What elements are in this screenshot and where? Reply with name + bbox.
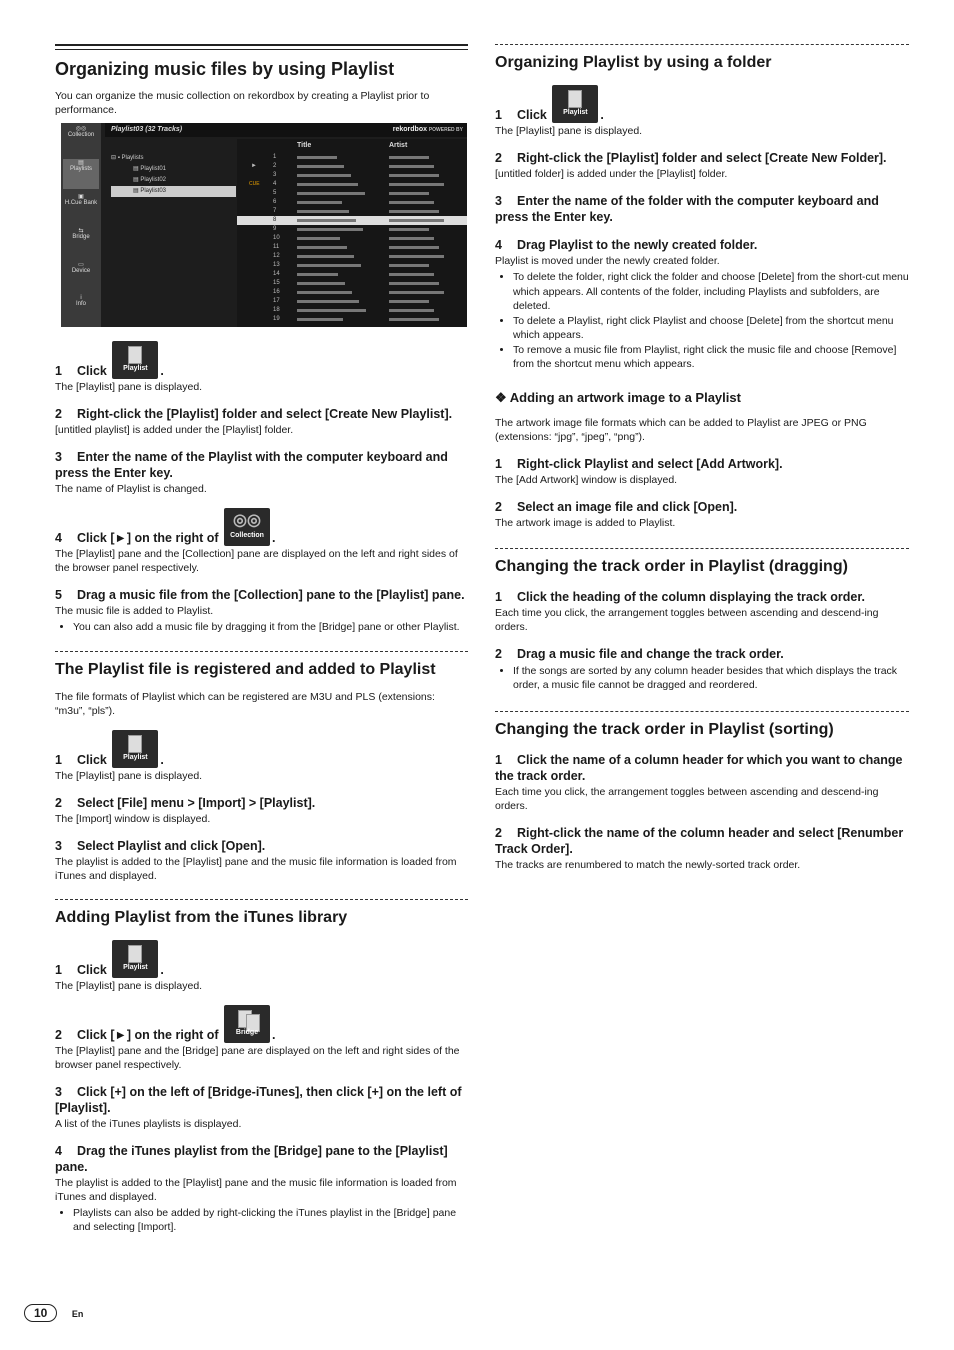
- section-divider: [495, 548, 909, 549]
- step-number: 1: [495, 456, 502, 471]
- step-heading: [495, 589, 909, 605]
- step-text: Right-click the [Playlist] folder and select [Create New Playlist].: [77, 407, 453, 421]
- step-tail: .: [600, 108, 604, 122]
- step-number: 2: [495, 499, 502, 514]
- step-note: The tracks are renumbered to match the newly-sorted track order.: [495, 858, 801, 871]
- blurred-title: [297, 264, 361, 267]
- tree-item: ▤ Playlist02: [133, 177, 167, 183]
- step-heading: [55, 730, 468, 768]
- rekordbox-screenshot: [61, 123, 467, 327]
- step-heading: [55, 449, 468, 481]
- track-number: 6: [273, 199, 277, 205]
- blurred-title: [297, 255, 354, 258]
- bullet-item: • Playlists can also be added by right-clicking the iTunes playlist in the [Bridge] pane and selecting [Import].: [73, 1206, 468, 1235]
- step-number: 2: [495, 825, 502, 840]
- step-number: 4: [495, 238, 502, 252]
- track-number: 3: [273, 172, 277, 178]
- step-text: Right-click the [Playlist] folder and select [Create New Folder].: [517, 151, 887, 165]
- step-note: The name of Playlist is changed.: [55, 483, 207, 495]
- step-text: Select an image file and click [Open].: [517, 499, 738, 514]
- blurred-title: [297, 318, 343, 321]
- blurred-title: [297, 309, 366, 312]
- step-text: Right-click Playlist and select [Add Artwork].: [517, 456, 783, 471]
- tree-item-root: ⊟ ▪ Playlists: [111, 155, 144, 161]
- step-text: Right-click the name of the column header and select [Renumber Track Order].: [495, 825, 904, 856]
- step-note: The [Playlist] pane and the [Collection] pane are displayed on the left and right sides of the browser panel respectively.: [55, 548, 458, 574]
- blurred-artist: [389, 192, 429, 195]
- step-heading: [495, 193, 909, 225]
- bullet-list: [55, 1206, 468, 1235]
- blurred-artist: [389, 273, 434, 276]
- brand-tag: POWERED BY: [428, 127, 463, 133]
- step-note: [untitled playlist] is added under the [Playlist] folder.: [55, 424, 294, 436]
- collection-icon-label: Collection: [230, 532, 264, 539]
- step-heading: [55, 795, 468, 811]
- blurred-title: [297, 300, 359, 303]
- step-number: 1: [495, 108, 502, 122]
- step-text: Select [File] menu > [Import] > [Playlist].: [77, 795, 316, 810]
- step-heading: [55, 940, 468, 978]
- table-row: [237, 243, 467, 252]
- step-number: 5: [55, 588, 62, 602]
- section-artwork-steps: [495, 456, 909, 530]
- sidebar-label: Collection: [67, 132, 95, 138]
- collection-icon-button[interactable]: ◎◎ Collection: [224, 508, 270, 546]
- track-number: 18: [273, 307, 280, 313]
- step-text: Click: [77, 962, 107, 977]
- track-number: 13: [273, 262, 280, 268]
- step-tail: .: [272, 531, 276, 545]
- track-number: 15: [273, 280, 280, 286]
- table-row: [237, 198, 467, 207]
- playlist-icon-button[interactable]: [552, 85, 598, 123]
- hcue-icon: ▣: [78, 194, 84, 200]
- step-heading: [495, 752, 909, 784]
- table-header: [237, 139, 467, 153]
- blurred-artist: [389, 219, 444, 222]
- step-number: 1: [55, 962, 62, 977]
- table-row: [237, 225, 467, 234]
- section-title: The Playlist file is registered and added to Playlist: [55, 660, 436, 678]
- step-number: 1: [495, 752, 502, 767]
- sidebar-label: Info: [75, 301, 86, 307]
- step-text: Drag the iTunes playlist from the [Bridge] pane to the [Playlist] pane.: [55, 1143, 448, 1174]
- step-note: The [Playlist] pane is displayed.: [55, 381, 203, 393]
- table-row: [237, 207, 467, 216]
- step-text: Enter the name of the folder with the computer keyboard and press the Enter key.: [495, 194, 879, 224]
- step-note: The [Import] window is displayed.: [55, 812, 211, 825]
- step-heading: [55, 406, 468, 422]
- sidebar-item-hcue: [63, 193, 99, 223]
- blurred-artist: [389, 210, 439, 213]
- section-divider: [55, 899, 468, 900]
- page-title: Organizing music files by using Playlist: [55, 59, 395, 79]
- blurred-title: [297, 282, 345, 285]
- blurred-artist: [389, 300, 429, 303]
- step-heading: [55, 1143, 468, 1175]
- step-heading: [495, 456, 909, 472]
- sidebar-label: H.Cue Bank: [64, 200, 98, 206]
- blurred-title: [297, 156, 337, 159]
- blurred-artist: [389, 201, 434, 204]
- blurred-artist: [389, 318, 439, 321]
- playlist-icon-label: Playlist: [563, 109, 588, 116]
- step-number: 3: [495, 194, 502, 208]
- tree-label: Playlist02: [140, 177, 167, 183]
- table-row: [237, 162, 467, 171]
- section-title: Organizing Playlist by using a folder: [495, 54, 772, 71]
- step-note: The music file is added to Playlist.: [55, 605, 214, 617]
- rekordbox-logo: rekordbox: [392, 126, 427, 133]
- blurred-title: [297, 210, 349, 213]
- table-row: [237, 261, 467, 270]
- blurred-artist: [389, 183, 444, 186]
- step-text: Drag a music file and change the track order.: [517, 646, 784, 661]
- track-number: 2: [273, 163, 277, 169]
- bridge-icon-button[interactable]: [224, 1005, 270, 1043]
- step-note: The artwork image is added to Playlist.: [495, 516, 676, 529]
- table-row: [237, 171, 467, 180]
- step-note: The [Playlist] pane is displayed.: [55, 769, 203, 782]
- sidebar-label: Bridge: [72, 234, 90, 240]
- blurred-artist: [389, 165, 434, 168]
- track-number: 16: [273, 289, 280, 295]
- section-intro: The file formats of Playlist which can be registered are M3U and PLS (extensions: “m3u”, “pls”).: [55, 690, 435, 717]
- sidebar-item-playlists: [63, 159, 99, 189]
- step-number: 1: [495, 589, 502, 604]
- tree-label: Playlist03: [140, 188, 167, 194]
- track-number: 14: [273, 271, 280, 277]
- track-number: 9: [273, 226, 277, 232]
- step-number: 2: [55, 407, 62, 421]
- track-number: 11: [273, 244, 280, 250]
- track-number: 19: [273, 316, 280, 322]
- step-text: Click the name of a column header for which you want to change the track order.: [495, 752, 903, 783]
- table-row: [237, 315, 467, 324]
- step-tail: .: [160, 962, 164, 977]
- screenshot-sidebar: [61, 123, 101, 327]
- tree-item: ▤ Playlist01: [133, 166, 167, 172]
- section-divider: [55, 651, 468, 652]
- play-marker-icon: ►: [251, 163, 257, 169]
- blurred-title: [297, 219, 356, 222]
- playlist-icon-button[interactable]: [112, 940, 158, 978]
- bullet-list: [495, 270, 909, 372]
- step-number: 4: [55, 531, 62, 545]
- screenshot-header-title: Playlist03 (32 Tracks): [111, 126, 183, 133]
- section-folder-steps: [495, 85, 909, 372]
- playlist-icon-button[interactable]: [112, 730, 158, 768]
- page-number: 10: [24, 1304, 57, 1322]
- bullet-item: • If the songs are sorted by any column header besides that which displays the track order, a music file cannot be dragged and reordered.: [513, 664, 909, 693]
- tree-label: Playlists: [121, 155, 144, 161]
- step-number: 2: [495, 151, 502, 165]
- step-number: 2: [495, 646, 502, 661]
- section-sorting-steps: [495, 752, 909, 872]
- blurred-artist: [389, 237, 434, 240]
- step-note: The [Add Artwork] window is displayed.: [495, 473, 678, 486]
- blurred-artist: [389, 246, 439, 249]
- device-icon: ▭: [78, 262, 84, 268]
- blurred-title: [297, 246, 347, 249]
- track-number: 4: [273, 181, 277, 187]
- track-number: 1: [273, 154, 277, 160]
- section-itunes-steps: [55, 940, 468, 1235]
- blurred-artist: [389, 174, 439, 177]
- table-row: [237, 306, 467, 315]
- blurred-artist: [389, 264, 429, 267]
- step-heading: [495, 825, 909, 857]
- playlist-icon-label: Playlist: [123, 365, 148, 372]
- track-number: 10: [273, 235, 280, 241]
- blurred-artist: [389, 228, 429, 231]
- step-note: The playlist is added to the [Playlist] pane and the music file information is loaded from iTunes and displayed.: [55, 1176, 457, 1203]
- step-tail: .: [272, 1027, 276, 1042]
- playlist-icon-button[interactable]: [112, 341, 158, 379]
- table-row: [237, 252, 467, 261]
- sidebar-item-collection: [63, 125, 99, 155]
- step-note: Each time you click, the arrangement toggles between ascending and descend-ing orders.: [495, 785, 879, 812]
- step-text: Click the heading of the column displaying the track order.: [517, 589, 865, 604]
- step-text: Drag Playlist to the newly created folder.: [517, 238, 758, 252]
- table-row: [237, 180, 467, 189]
- right-column: [495, 44, 909, 872]
- bullet-list: [55, 620, 468, 635]
- table-row: [237, 297, 467, 306]
- blurred-artist: [389, 309, 434, 312]
- step-heading: [55, 341, 468, 379]
- step-note: Each time you click, the arrangement toggles between ascending and descend-ing orders.: [495, 606, 879, 633]
- step-text: Click: [517, 108, 547, 122]
- step-text: Click: [77, 752, 107, 767]
- language-label: En: [71, 1309, 84, 1319]
- left-column: [55, 44, 468, 1235]
- track-number: 5: [273, 190, 277, 196]
- blurred-title: [297, 174, 351, 177]
- step-heading: [495, 85, 909, 123]
- step-text: Select Playlist and click [Open].: [77, 838, 266, 853]
- column-artist: Artist: [389, 142, 408, 149]
- blurred-artist: [389, 156, 429, 159]
- section-title: Changing the track order in Playlist (dragging): [495, 557, 848, 575]
- playlist-icon: ▤: [78, 160, 84, 166]
- step-heading: [495, 499, 909, 515]
- section-divider: [495, 44, 909, 45]
- step-heading: [55, 1005, 468, 1043]
- section-divider: [495, 711, 909, 712]
- artwork-subtitle: ❖ Adding an artwork image to a Playlist: [495, 389, 741, 405]
- tree-item-selected: ▤ Playlist03: [111, 186, 236, 197]
- step-number: 4: [55, 1143, 62, 1158]
- playlist-icon-label: Playlist: [123, 963, 148, 971]
- track-table: [237, 139, 467, 327]
- blurred-title: [297, 228, 363, 231]
- step-tail: .: [160, 364, 164, 378]
- top-rule: [55, 44, 468, 50]
- step-text: Enter the name of the Playlist with the computer keyboard and press the Enter key.: [55, 450, 448, 480]
- sidebar-item-info: [63, 295, 99, 325]
- track-number: 7: [273, 208, 277, 214]
- blurred-artist: [389, 255, 444, 258]
- sidebar-label: Playlists: [69, 166, 92, 172]
- step-text: Drag a music file from the [Collection] pane to the [Playlist] pane.: [77, 588, 465, 602]
- step-text: Click [►] on the right of: [77, 531, 219, 545]
- step-number: 3: [55, 450, 62, 464]
- step-heading: [495, 150, 909, 166]
- step-text: Click: [77, 364, 107, 378]
- blurred-title: [297, 273, 338, 276]
- step-note: The playlist is added to the [Playlist] pane and the music file information is loaded from iTunes and displayed.: [55, 855, 457, 882]
- step-note: [untitled folder] is added under the [Playlist] folder.: [495, 168, 728, 180]
- blurred-artist: [389, 291, 444, 294]
- blurred-artist: [389, 282, 439, 285]
- step-heading: [495, 237, 909, 253]
- step-note: The [Playlist] pane is displayed.: [495, 125, 643, 137]
- track-number: 8: [273, 217, 277, 223]
- section-register-steps: [55, 730, 468, 883]
- table-row: [237, 288, 467, 297]
- blurred-title: [297, 237, 340, 240]
- step-heading: [495, 646, 909, 662]
- screenshot-header: [105, 123, 467, 137]
- blurred-title: [297, 201, 342, 204]
- bullet-item: • You can also add a music file by dragging it from the [Bridge] pane or other Playlist.: [73, 620, 468, 635]
- table-row: [237, 189, 467, 198]
- playlist-tree: [111, 153, 236, 197]
- sidebar-item-bridge: [63, 227, 99, 257]
- step-heading: [55, 838, 468, 854]
- bullet-list: [495, 664, 909, 693]
- table-row: [237, 216, 467, 225]
- section-title: Adding Playlist from the iTunes library: [55, 908, 348, 926]
- section-playlist-steps: [55, 341, 468, 635]
- track-number: 17: [273, 298, 280, 304]
- sidebar-item-device: [63, 261, 99, 291]
- step-heading: [55, 587, 468, 603]
- info-icon: i: [80, 295, 82, 301]
- section-title: Changing the track order in Playlist (sorting): [495, 720, 834, 738]
- tree-label: Playlist01: [140, 166, 167, 172]
- step-number: 2: [55, 1027, 62, 1042]
- step-number: 2: [55, 795, 62, 810]
- step-number: 3: [55, 838, 62, 853]
- step-note: Playlist is moved under the newly created folder.: [495, 255, 720, 267]
- blurred-title: [297, 165, 344, 168]
- step-tail: .: [160, 752, 164, 767]
- bridge-icon-label: Bridge: [235, 1028, 259, 1036]
- intro-text: You can organize the music collection on rekordbox by creating a Playlist prior to performance.: [55, 90, 430, 116]
- table-row: [237, 153, 467, 162]
- table-row: [237, 270, 467, 279]
- cue-marker: CUE: [249, 181, 260, 187]
- step-text: Click [+] on the left of [Bridge-iTunes], then click [+] on the left of [Playlist].: [55, 1084, 462, 1115]
- column-title: Title: [297, 142, 312, 149]
- blurred-title: [297, 291, 352, 294]
- bullet-item: • To remove a music file from Playlist, right click the music file and choose [Remove] from the shortcut menu which appears.: [513, 343, 909, 372]
- step-number: 1: [55, 364, 62, 378]
- track-number: 12: [273, 253, 280, 259]
- table-row: [237, 279, 467, 288]
- step-note: The [Playlist] pane and the [Bridge] pane are displayed on the left and right sides of the browser panel respectively.: [55, 1044, 460, 1071]
- step-heading: [55, 508, 468, 546]
- bullet-item: • To delete a Playlist, right click Playlist and choose [Delete] from the shortcut menu which appears.: [513, 314, 909, 343]
- page-footer: [24, 1304, 83, 1322]
- bullet-item: • To delete the folder, right click the folder and choose [Delete] from the short-cut menu which appears. All contents of the folder, including Playlists and subfolders, are deleted.: [513, 270, 909, 314]
- step-number: 1: [55, 752, 62, 767]
- step-note: The [Playlist] pane is displayed.: [55, 979, 203, 992]
- collection-icon: ◎◎: [75, 126, 87, 132]
- playlist-icon-label: Playlist: [123, 753, 148, 761]
- sidebar-label: Device: [71, 268, 91, 274]
- step-number: 3: [55, 1084, 62, 1099]
- bridge-icon: ⇆: [78, 228, 84, 234]
- section-dragging-steps: [495, 589, 909, 693]
- step-text: Click [►] on the right of: [77, 1027, 219, 1042]
- blurred-title: [297, 192, 365, 195]
- table-row: [237, 234, 467, 243]
- step-note: A list of the iTunes playlists is displayed.: [55, 1117, 242, 1130]
- step-heading: [55, 1084, 468, 1116]
- blurred-title: [297, 183, 358, 186]
- artwork-intro: The artwork image file formats which can be added to Playlist are JPEG or PNG (extensions: “jpg”, “jpeg”, “png”).: [495, 416, 867, 443]
